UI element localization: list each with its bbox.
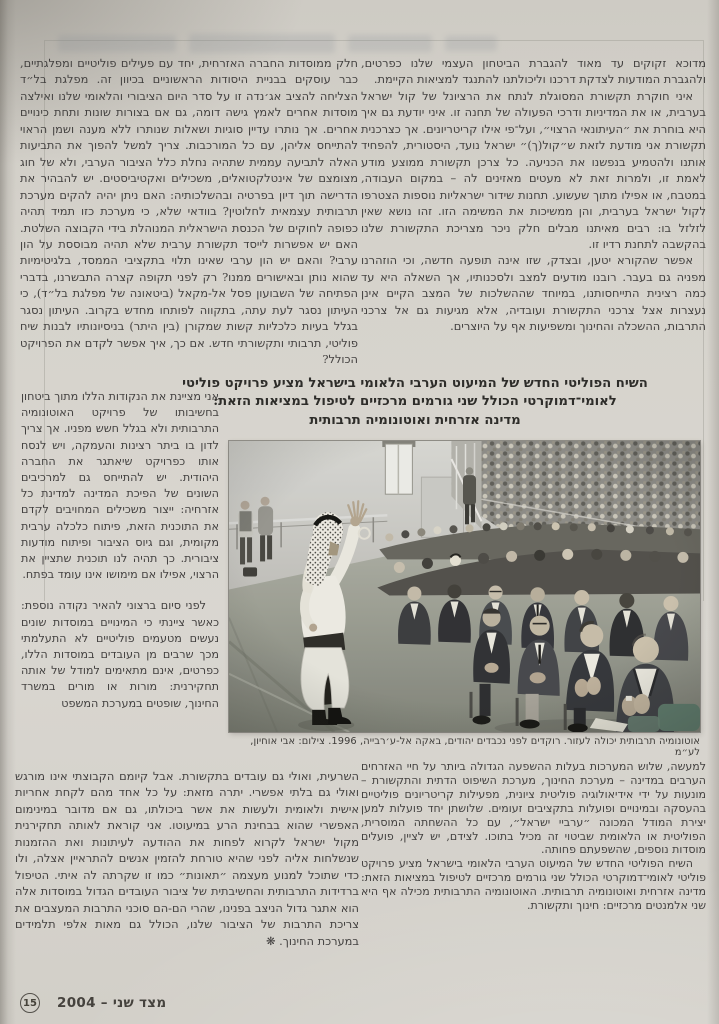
body-paragraph: איני חוקרת תקשורת המסוגלת לנתח את הרציונל של קול ישראל בערבית, או את המדיניות ודרכי הפעולה של תחנה זו. איני יודעת גם איך היא בוחרת את ״העיתונאי הרצוי״, ועל־פי אילו קריטריונים. אך כצרכנית תקשורת אני מודעת לזאת ש״קול(ך)״ ישראל נועד, היסטורית, להפחיד אותנו ולהטמיע בנפשנו את הכניעה. כל צרכן תקשורת ממוצע מודע לאמת זו, ולמרות זאת לא מעטים מאזינים לה – במקום העבודה, במטבח, או אפילו מתוך שעשוע. תחנות שידור ישראליות נוספות הצטרפו לקול ישראל בערבית, והן ממשיכות את המשימה הזו. זהו נושא שאין לזלזל בו: רבים מאיתנו מבלים חלק ניכר מצריכת התקשורת שלנו בהקשבה לתחנת רדיו זו. bbox=[361, 88, 706, 251]
event-photo bbox=[229, 441, 700, 732]
photo-caption: אוטונומיה תרבותית יכולה לעזור. רוקדים לפני נכבדים יהודים, באקה אל-ע׳רבייה, 1996. צילום: אבי אוחיון, לע״מ bbox=[250, 736, 700, 758]
column-bottom-left bbox=[15, 768, 359, 954]
body-paragraph: השרעית, ואולי גם עובדים בתקשורת. אבל קיומם הקבוצתי אינו מורגש ואולי גם בלתי אפשרי. יתרה מזאת: על כל אחד מהם לקחת אחריות אישית ולאומית ולעשות את אשר ביכולתו, גם אם מדובר במינימום האפשרי שהוא בבחינת הרע במיעוטו. אני קוראת לאותה תחקירנית מקול ישראל לקרוא לפחות את ההודעה לעיתונות ואת ההזמנות שנשלחות אליה לפני שהיא טורחת להזמין אנשים להתראיין אצלה, ולו כדי שתוכל למנוע מעצמה ״תאונות״ כמו זו שקרתה לה איתי. הטיפול ברדידות התרבותית והחשיבתית של ציבור העובדים הגדול במוסדות אלה הוא אתגר גדול הניצב בפנינו, שהרי הם-הם סוכני התרבות המעצבים את צריכת התרבות של הציבור שלנו, הכולל גם מאות אלפי תלמידים במערכת החינוך. ❋ bbox=[15, 769, 359, 948]
event-photo-illustration bbox=[229, 441, 700, 732]
showthrough-word bbox=[445, 36, 497, 51]
column-bottom-right bbox=[361, 760, 706, 958]
body-paragraph: מדוכא זקוקים עד מאוד להגברת הביטחון העצמי שלנו כפרטים, ולהגברת המודעות לצדקת דרכנו וליכולתנו להתנגד למציאות הקיימת. bbox=[361, 56, 706, 87]
column-left-top bbox=[20, 55, 358, 386]
showthrough-word bbox=[348, 35, 432, 52]
pull-quote-line: לאומי־דמוקרטי הכולל שני גורמים מרכזיים לטיפול במציאות הזאת: bbox=[213, 394, 617, 410]
showthrough-headline bbox=[58, 31, 498, 55]
showthrough-word bbox=[189, 34, 335, 53]
body-paragraph: אני מציינת את הנקודות הללו מתוך ביטחון בחשיבותו של פרויקט האוטונומיה התרבותית ולא בגלל חשש מפניו. אך צריך לדון בו ביתר רצינות והעמקה, ויש לנסח אותו כפרויקט שיאתגר את החברה היהודית. יש להתייחס גם למרכיבים השונים של הפיכת המדינה למדינת כל אזרחיה: ייצור משכילים המחויבים לקדם את התוכנית הזאת, פיתוח כלכלה ערבית מקומית, וגם גיוס הציבור ופיתוח מודעות ציבורית. כך תהיה לנו תוכנית שתציין את הרצוי, אפילו אם מימושו אינו עומד בפתח. bbox=[21, 390, 219, 582]
showthrough-word bbox=[58, 35, 176, 52]
body-paragraph: השיח הפוליטי החדש של המיעוט הערבי הלאומי בישראל מציע פרויקט פוליטי לאומי־דמוקרטי הכולל שני גורמים מרכזיים לטיפול במציאות הזאת: מדינה אזרחית ואוטונומיה תרבותית. האוטונומיה התרבותית מכילה אף היא שני אלמנטים מרכזיים: חינוך ותקשורת. bbox=[361, 857, 706, 913]
column-right-top bbox=[361, 55, 706, 387]
body-paragraph: אפשר שהקורא יטען, ובצדק, שזו אינה תופעה חדשה, וכי הוזהרנו מפניה גם בעבר. רובנו מודעים למצב ולסכנותיו, אך השאלה היא עד כמה רצינית התייחסותנו, במיוחד שההשלכות של המצב הקיים אינן נעצרות אצל צרכני התקשורת ועובדיה, אלא מגיעות גם אל צרכני התרבות, ההשכלה והחינוך ומשפיעות אף על היוצרים. bbox=[361, 253, 706, 334]
pull-quote-line: מדינה אזרחית ואוטונומיה תרבותית bbox=[309, 412, 521, 428]
page-number-badge: 15 bbox=[20, 993, 40, 1013]
body-paragraph: חלק ממוסדות החברה האזרחית, יחד עם פעילים פוליטיים ומפלגתיים, כבר עוסקים בבניית היסודות הראשוניים בכיוון זה. מפלגת בל״ד הצליחה להציב אג׳נדה זו על סדר היום הציבורי והלאומי שלנו ואילצה מוסדות אחרים לאמץ גישה דומה, גם אם בצורות שונות ותחת כינויים אחרים. אך נותרו עדיין סוגיות ושאלות שנותרו ללא מענה ושמן הראוי להתייחס אליהן, עם כל המורכבות. צריך למשל להפוך את התביעות האלה לתביעה עממית שתהיה נחלת כלל הציבור הערבי, ולא של חוג מצומצם של אינטלקטואלים, משכילים ואקטיביסטים. יש להבהיר את הדרישה תוך דיון בפרטיה ובהשלכותיה: האם ניתן יהיה להקים מערכת תרבותית עצמאית לחלוטין? בוודאי שלא, כי מערכת כזו תמיד תהיה כפופה לחוקים של הכנסת הישראלית המנוהלת בידי הקבוצה השלטת. האם יש אפשרות לייסד תקשורת ערבית שלא תהיה מבוססת על הון ערבי? והאם יש הון ערבי שאינו תלוי בתקציבי הממסד, בלגיטימיות שהוא נותן ובאישורים ממנו? רק לפני תקופה קצרה התבשרנו, בדברי הפתיחה של השבועון פסל אל-מקאל (ביטאונה של מפלגת בל״ד), כי העיתון נסגר לעת עתה, בתקווה לפותחו מחדש בקרוב. העיתון נסגר בגלל בעיות כלכליות קשות שמקורן (בין היתר) בניסיונותיו לבנות שיח פוליטי, תרבותי ותקשורתי חדש. אם כך, איך אפשר לקדם את הפרויקט הכולל? bbox=[20, 56, 358, 367]
page-footer bbox=[20, 993, 166, 1013]
pull-quote-line: השיח הפוליטי החדש של המיעוט הערבי הלאומי בישראל מציע פרויקט פוליטי bbox=[182, 376, 648, 391]
body-paragraph: לפני סיום ברצוני להאיר נקודה נוספת: כאשר ציינתי כי המינויים במוסדות שונים נעשים מטעמים פוליטיים לא התעלמתי מכך שרבים מן העובדים במוסדות הללו, כפרטים, אינם מתאימים למודל של אותה תחקירנית: מורות או מורים במשרד החינוך, שופטים במערכת המשפט bbox=[21, 599, 219, 710]
body-paragraph: למעשה, שלוש המערכות בעלות ההשפעה הגדולה ביותר על חיי האזרחים הערבים במדינה – מערכת החינוך, מערכת השיפוט הדתית והתקשורת – מונעות על ידי אידיאולוגיה פוליטית ציונית, מפעילות קריטריונים פוליטיים בהעסקה ובמינויים ופועלות בתקציבים זעומים. שלושתן יחד פועלות למען יצירת המודל המכונה ״ערביי ישראל״, עם כל ההשחתה המוסרית, הפוליטית או הלאומית שביטוי זה מכיל בתוכו. לצידם, יש לציין, פועלים מוסדות נוספים, שהשפעתם פחותה. bbox=[361, 760, 706, 857]
issue-label: מצד שני – 2004 bbox=[57, 995, 167, 1011]
column-narrow-left bbox=[21, 389, 219, 775]
